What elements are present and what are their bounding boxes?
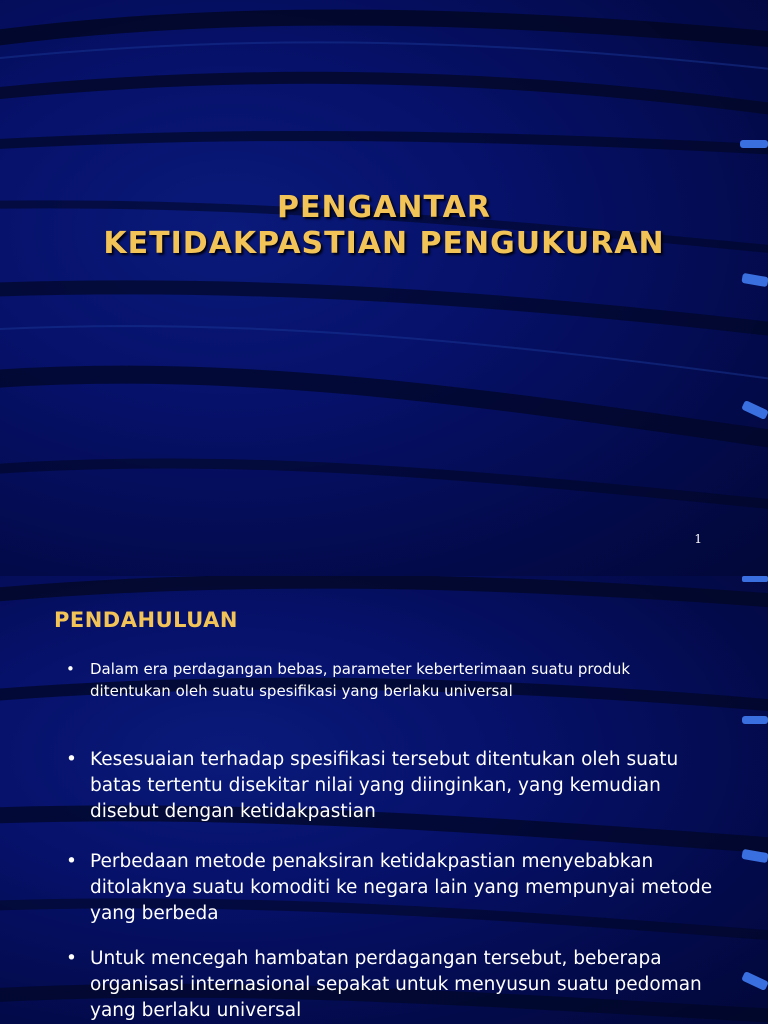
bullet-item	[66, 849, 716, 927]
content-slide	[0, 576, 768, 1024]
bullet-item	[66, 747, 716, 825]
bullet-dot: •	[66, 948, 77, 969]
section-heading: PENDAHULUAN	[54, 608, 238, 632]
bullet-text: Untuk mencegah hambatan perdagangan tersebut, beberapa organisasi internasional sepakat untuk menyusun suatu pedoman yang berlaku universal	[90, 948, 702, 1021]
slide-title	[0, 190, 768, 262]
bullet-dot: •	[66, 660, 75, 678]
title-line-1: PENGANTAR	[277, 190, 491, 225]
bullet-text: Perbedaan metode penaksiran ketidakpastian menyebabkan ditolaknya suatu komoditi ke negara lain yang mempunyai metode yang berbeda	[90, 851, 713, 924]
bullet-item	[66, 658, 686, 702]
bullet-text: Kesesuaian terhadap spesifikasi tersebut ditentukan oleh suatu batas tertentu disekitar nilai yang diinginkan, yang kemudian disebut dengan ketidakpastian	[90, 749, 679, 822]
bullet-dot: •	[66, 851, 77, 872]
bullet-dot: •	[66, 749, 77, 770]
bullet-item	[66, 946, 716, 1024]
title-line-2: KETIDAKPASTIAN PENGUKURAN	[103, 226, 665, 261]
page-number: 1	[694, 532, 702, 546]
bullet-text: Dalam era perdagangan bebas, parameter keberterimaan suatu produk ditentukan oleh suatu spesifikasi yang berlaku universal	[90, 660, 631, 700]
